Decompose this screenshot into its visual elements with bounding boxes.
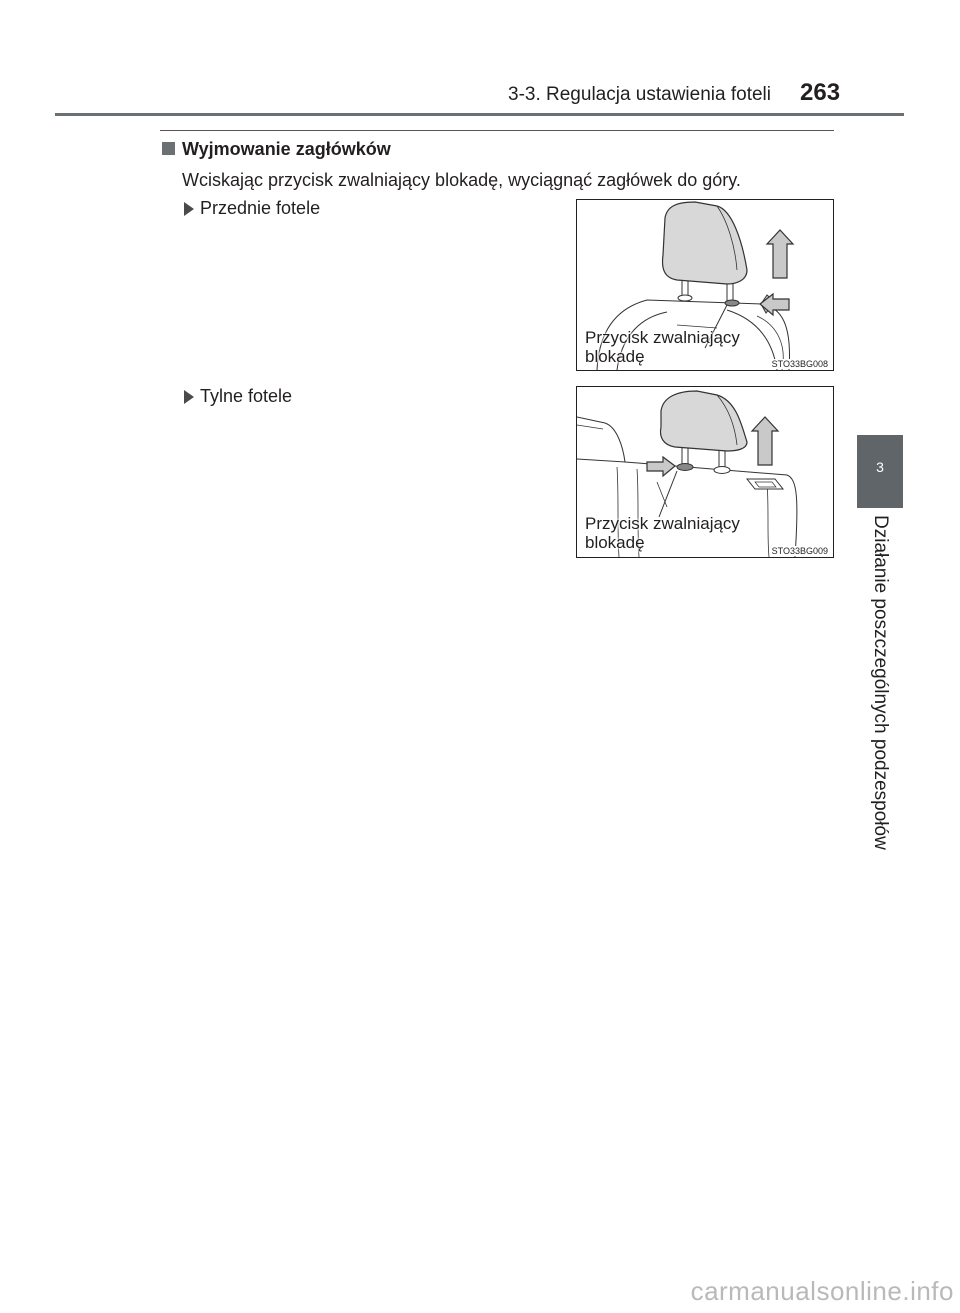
- figure-label-line1: Przycisk zwalniający: [585, 328, 740, 347]
- figure-label: [585, 328, 740, 366]
- running-header-title: 3-3. Regulacja ustawienia foteli: [508, 84, 771, 105]
- figure-label-line2: blokadę: [585, 533, 645, 552]
- item-label-front-seats: Przednie fotele: [200, 198, 321, 218]
- figure-label-line1: Przycisk zwalniający: [585, 514, 740, 533]
- square-bullet-icon: [162, 142, 175, 155]
- figure-label: [585, 514, 740, 552]
- section-rule: [160, 130, 834, 131]
- section-body: Wciskając przycisk zwalniający blokadę, wyciągnąć zagłówek do góry.: [182, 170, 741, 190]
- chapter-tab-text: Działanie poszczególnych podzespołów: [870, 515, 891, 850]
- chapter-tab-number: 3: [876, 459, 884, 475]
- chapter-tab: [857, 435, 903, 508]
- figure-code: STO33BG009: [771, 546, 828, 556]
- item-label-rear-seats: Tylne fotele: [200, 386, 293, 406]
- section-title: Wyjmowanie zagłówków: [182, 139, 391, 159]
- figure-code: STO33BG008: [771, 359, 828, 369]
- triangle-bullet-icon: [184, 202, 194, 216]
- watermark: carmanualsonline.info: [690, 1276, 954, 1306]
- figure-rear-seat-headrest: [576, 386, 834, 558]
- figure-front-seat-headrest: [576, 199, 834, 371]
- figure-label-line2: blokadę: [585, 347, 645, 366]
- page-number: 263: [800, 79, 841, 106]
- header-rule: [55, 113, 904, 116]
- triangle-bullet-icon: [184, 390, 194, 404]
